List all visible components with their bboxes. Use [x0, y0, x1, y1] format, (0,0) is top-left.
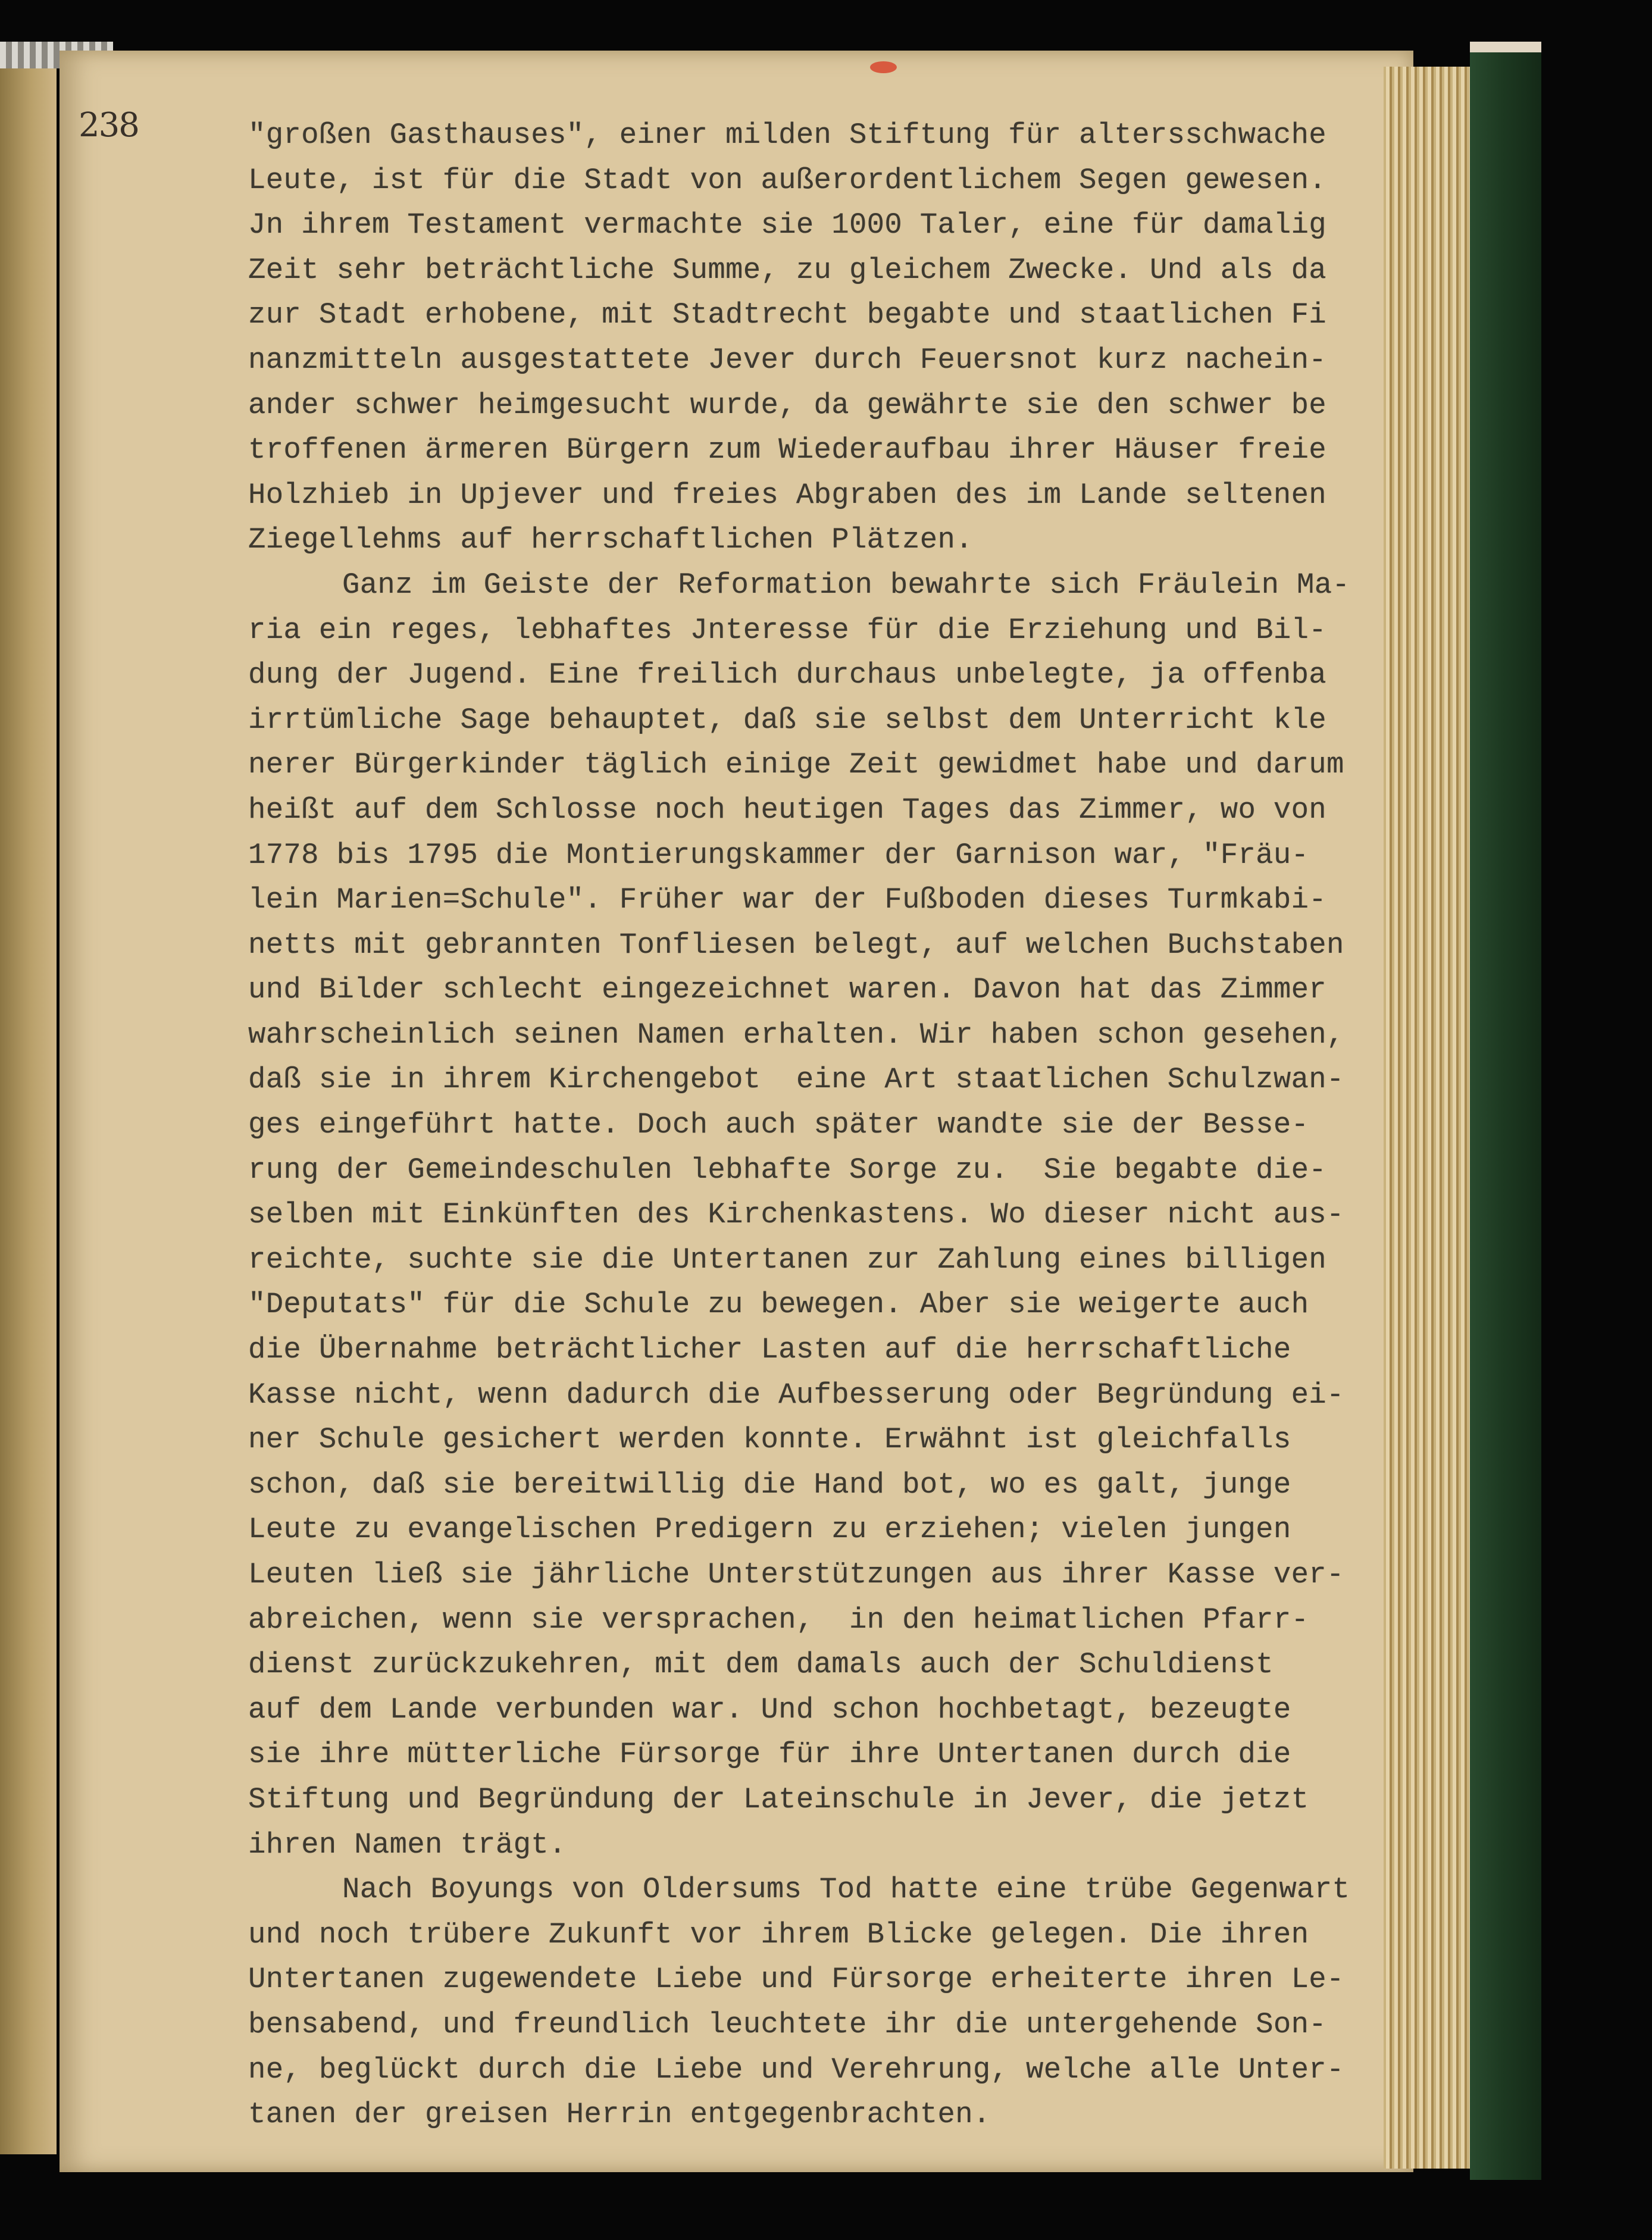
text-line-10: Ziegellehms auf herrschaftlichen Plätzen.: [248, 523, 973, 557]
text-line-40: Nach Boyungs von Oldersums Tod hatte eine trübe Gegenwart: [342, 1873, 1350, 1907]
text-line-29: Kasse nicht, wenn dadurch die Aufbesserung oder Begründung ei-: [248, 1378, 1344, 1412]
text-line-41: und noch trübere Zukunft vor ihrem Blicke gelegen. Die ihren: [248, 1917, 1309, 1951]
text-line-20: und Bilder schlecht eingezeichnet waren. Davon hat das Zimmer: [248, 973, 1326, 1007]
text-line-15: nerer Bürgerkinder täglich einige Zeit gewidmet habe und darum: [248, 748, 1344, 782]
text-line-43: bensabend, und freundlich leuchtete ihr die untergehende Son-: [248, 2007, 1326, 2041]
text-line-5: zur Stadt erhobene, mit Stadtrecht begabte und staatlichen Fi: [248, 298, 1326, 332]
text-line-28: die Übernahme beträchtlicher Lasten auf die herrschaftliche: [248, 1333, 1291, 1367]
page-number: 238: [79, 106, 139, 145]
green-book-cover: [1470, 42, 1541, 2180]
text-line-18: lein Marien=Schule". Früher war der Fußboden dieses Turmkabi-: [248, 883, 1326, 917]
text-line-31: schon, daß sie bereitwillig die Hand bot, wo es galt, junge: [248, 1468, 1291, 1501]
typewritten-text: [248, 113, 1391, 2138]
text-line-38: Stiftung und Begründung der Lateinschule in Jever, die jetzt: [248, 1782, 1309, 1816]
text-line-25: selben mit Einkünften des Kirchenkastens. Wo dieser nicht aus-: [248, 1198, 1344, 1232]
text-line-23: ges eingeführt hatte. Doch auch später wandte sie der Besse-: [248, 1108, 1309, 1142]
text-line-9: Holzhieb in Upjever und freies Abgraben des im Lande seltenen: [248, 478, 1326, 512]
page-stack-edges: [1384, 67, 1470, 2169]
red-bookmark-tab: [870, 61, 897, 73]
text-line-27: "Deputats" für die Schule zu bewegen. Aber sie weigerte auch: [248, 1288, 1309, 1322]
text-line-11: Ganz im Geiste der Reformation bewahrte sich Fräulein Ma-: [342, 568, 1350, 602]
text-line-19: netts mit gebrannten Tonfliesen belegt, auf welchen Buchstaben: [248, 928, 1344, 962]
text-line-35: dienst zurückzukehren, mit dem damals auch der Schuldienst: [248, 1648, 1274, 1682]
text-line-13: dung der Jugend. Eine freilich durchaus unbelegte, ja offenba: [248, 658, 1326, 692]
text-line-39: ihren Namen trägt.: [248, 1828, 567, 1862]
text-line-16: heißt auf dem Schlosse noch heutigen Tages das Zimmer, wo von: [248, 793, 1326, 827]
text-line-4: Zeit sehr beträchtliche Summe, zu gleichem Zwecke. Und als da: [248, 253, 1326, 287]
left-page: [0, 54, 57, 2154]
text-line-33: Leuten ließ sie jährliche Unterstützungen aus ihrer Kasse ver-: [248, 1558, 1344, 1591]
text-line-7: ander schwer heimgesucht wurde, da gewährte sie den schwer be: [248, 388, 1326, 422]
text-line-32: Leute zu evangelischen Predigern zu erziehen; vielen jungen: [248, 1513, 1291, 1547]
text-line-36: auf dem Lande verbunden war. Und schon hochbetagt, bezeugte: [248, 1692, 1291, 1726]
text-line-42: Untertanen zugewendete Liebe und Fürsorge erheiterte ihren Le-: [248, 1963, 1344, 1997]
text-line-6: nanzmitteln ausgestattete Jever durch Feuersnot kurz nachein-: [248, 343, 1326, 377]
text-line-24: rung der Gemeindeschulen lebhafte Sorge zu. Sie begabte die-: [248, 1153, 1326, 1187]
text-line-30: ner Schule gesichert werden konnte. Erwähnt ist gleichfalls: [248, 1423, 1291, 1457]
text-line-12: ria ein reges, lebhaftes Jnteresse für die Erziehung und Bil-: [248, 613, 1326, 647]
text-line-21: wahrscheinlich seinen Namen erhalten. Wir haben schon gesehen,: [248, 1018, 1344, 1052]
text-line-1: "großen Gasthauses", einer milden Stiftung für altersschwache: [248, 118, 1326, 152]
text-line-37: sie ihre mütterliche Fürsorge für ihre Untertanen durch die: [248, 1738, 1291, 1772]
text-line-22: daß sie in ihrem Kirchengebot eine Art staatlichen Schulzwan-: [248, 1063, 1344, 1097]
text-line-3: Jn ihrem Testament vermachte sie 1000 Taler, eine für damalig: [248, 208, 1326, 242]
text-line-44: ne, beglückt durch die Liebe und Verehrung, welche alle Unter-: [248, 2053, 1344, 2086]
text-line-17: 1778 bis 1795 die Montierungskammer der Garnison war, "Fräu-: [248, 838, 1309, 872]
text-line-34: abreichen, wenn sie versprachen, in den heimatlichen Pfarr-: [248, 1603, 1309, 1637]
text-line-14: irrtümliche Sage behauptet, daß sie selbst dem Unterricht kle: [248, 703, 1326, 737]
text-line-2: Leute, ist für die Stadt von außerordentlichem Segen gewesen.: [248, 163, 1326, 197]
text-line-8: troffenen ärmeren Bürgern zum Wiederaufbau ihrer Häuser freie: [248, 433, 1326, 467]
text-line-26: reichte, suchte sie die Untertanen zur Zahlung eines billigen: [248, 1243, 1326, 1277]
text-line-45: tanen der greisen Herrin entgegenbrachten.: [248, 2098, 991, 2132]
